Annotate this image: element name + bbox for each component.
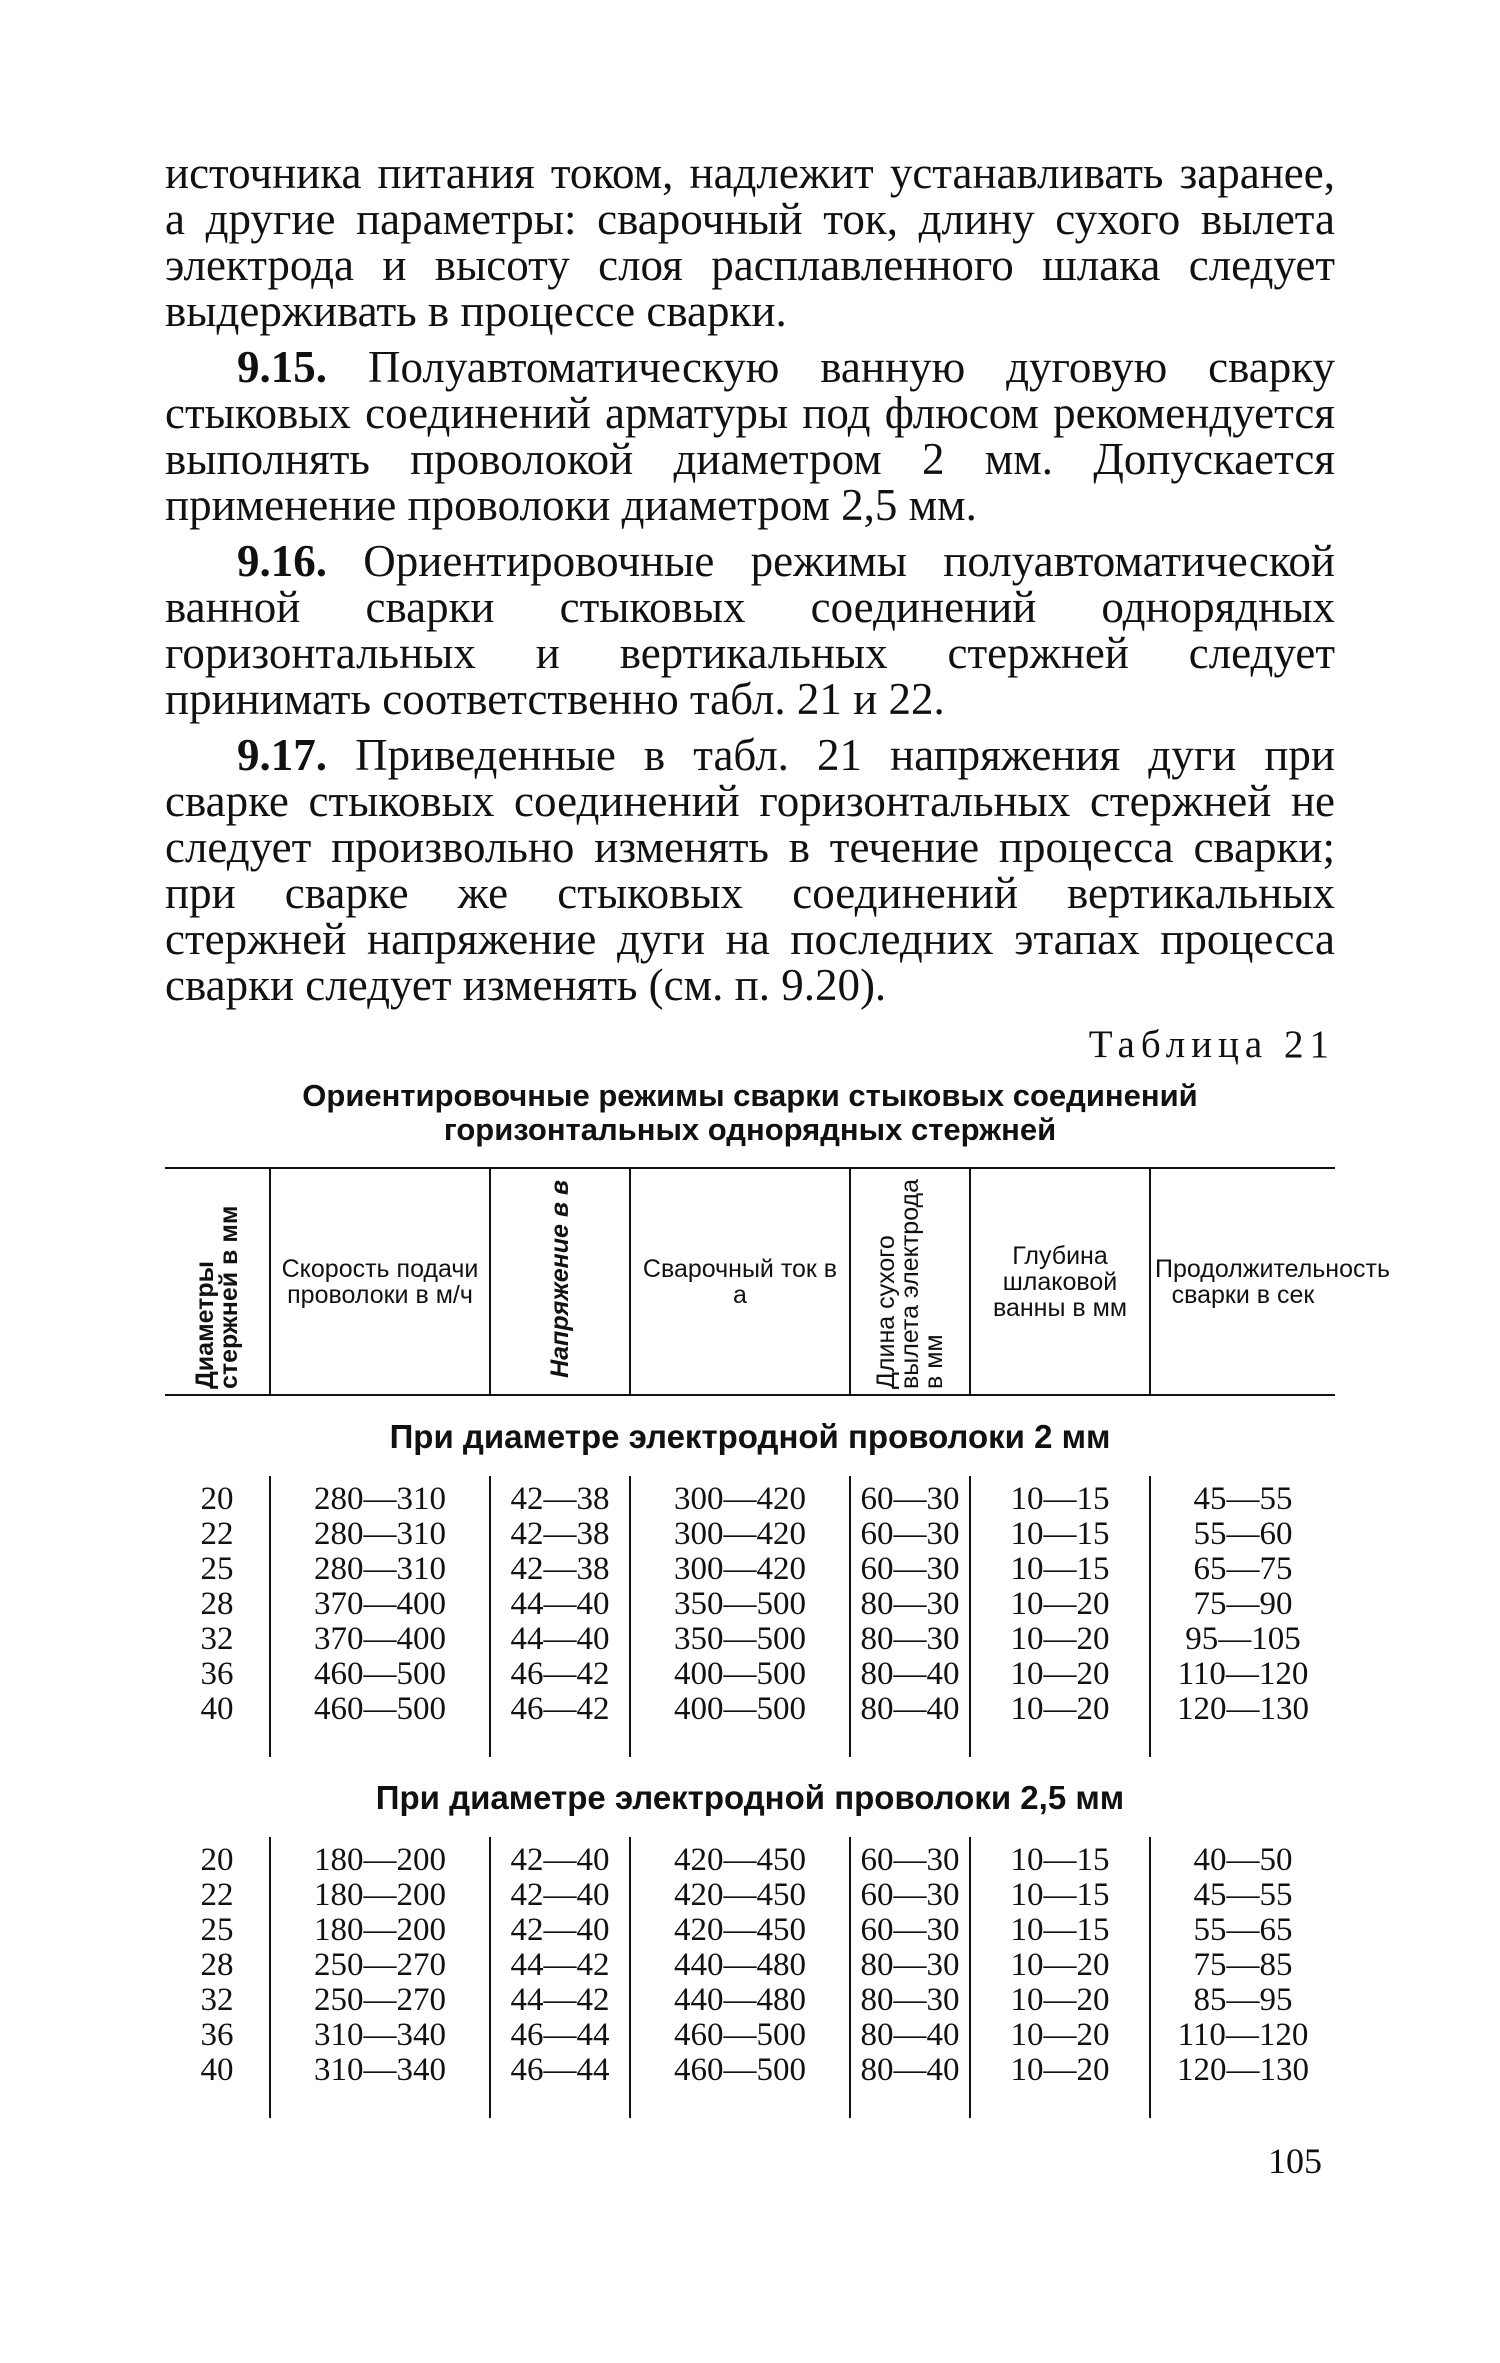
- table-cell: 310—340: [314, 2017, 446, 2053]
- table-cell: 80—40: [860, 1691, 960, 1727]
- header-current: Сварочный ток в а: [630, 1168, 850, 1395]
- table-cell: 300—420: [674, 1481, 806, 1517]
- table-cell: 55—60: [1193, 1516, 1293, 1552]
- table-cell: 180—200: [314, 1877, 446, 1913]
- table-cell: 55—65: [1193, 1912, 1293, 1948]
- table-cell: 45—55: [1193, 1877, 1293, 1913]
- cell-stack: [491, 1482, 629, 1727]
- paragraph-text: Приведенные в табл. 21 напряжения дуги при сварке стыковых соединений горизонтальных стержней не следует произвольно изменять в течение процесса сварки; при сварке же стыковых соединений вертикальных стержней напряжение дуги на последних этапах процесса сварки следует изменять (см. п. 9.20).: [165, 730, 1335, 1010]
- table-cell: 32: [200, 1982, 234, 2018]
- cell-stack: [491, 1843, 629, 2088]
- column-stickout: [850, 1837, 970, 2118]
- cell-stack: [631, 1843, 849, 2088]
- table-cell: 75—90: [1193, 1586, 1293, 1622]
- table-row: [165, 1476, 1335, 1757]
- table-cell: 36: [200, 1656, 234, 1692]
- table-cell: 42—38: [510, 1481, 610, 1517]
- table-cell: 10—15: [1010, 1842, 1110, 1878]
- table-cell: 10—20: [1010, 1947, 1110, 1983]
- table-cell: 75—85: [1193, 1947, 1293, 1983]
- table-cell: 460—500: [314, 1691, 446, 1727]
- column-diameter: [165, 1837, 270, 2118]
- table-cell: 80—30: [860, 1586, 960, 1622]
- column-feed-speed: [270, 1476, 490, 1757]
- paragraph-9-17: [165, 732, 1335, 1008]
- column-feed-speed: [270, 1837, 490, 2118]
- header-duration: Продолжительность сварки в сек: [1150, 1168, 1335, 1395]
- table-title-line: Ориентировочные режимы сварки стыковых соединений: [302, 1078, 1198, 1113]
- table-cell: 300—420: [674, 1516, 806, 1552]
- column-diameter: [165, 1476, 270, 1757]
- column-duration: [1150, 1837, 1335, 2118]
- paragraph-number: 9.15.: [237, 342, 327, 392]
- table-cell: 350—500: [674, 1621, 806, 1657]
- table-cell: 80—40: [860, 1656, 960, 1692]
- table-cell: 85—95: [1193, 1982, 1293, 2018]
- table-cell: 42—40: [510, 1912, 610, 1948]
- table-cell: 280—310: [314, 1481, 446, 1517]
- table-cell: 44—42: [510, 1947, 610, 1983]
- table-cell: 60—30: [860, 1877, 960, 1913]
- cell-stack: [1151, 1482, 1335, 1727]
- header-diameter: Диаметры стержней в мм: [165, 1168, 270, 1395]
- column-current: [630, 1476, 850, 1757]
- column-current: [630, 1837, 850, 2118]
- header-feed-speed: Скорость подачи проволоки в м/ч: [270, 1168, 490, 1395]
- welding-modes-table: [165, 1167, 1390, 2118]
- table-cell: 28: [200, 1947, 234, 1983]
- table-cell: 420—450: [674, 1912, 806, 1948]
- table-cell: 80—40: [860, 2017, 960, 2053]
- table-header-row: [165, 1168, 1335, 1395]
- table-cell: 420—450: [674, 1842, 806, 1878]
- section-title-row: [165, 1757, 1335, 1837]
- table-cell: 60—30: [860, 1516, 960, 1552]
- table-cell: 95—105: [1185, 1621, 1301, 1657]
- table-cell: 10—20: [1010, 2052, 1110, 2088]
- table-cell: 110—120: [1177, 2017, 1309, 2053]
- table-cell: 22: [200, 1877, 234, 1913]
- table-cell: 80—40: [860, 2052, 960, 2088]
- table-cell: 460—500: [314, 1656, 446, 1692]
- table-cell: 10—20: [1010, 1586, 1110, 1622]
- page-number: 105: [1268, 2141, 1322, 2181]
- table-cell: 400—500: [674, 1656, 806, 1692]
- table-cell: 440—480: [674, 1982, 806, 2018]
- table-cell: 10—15: [1010, 1481, 1110, 1517]
- table-cell: 80—30: [860, 1947, 960, 1983]
- cell-stack: [1151, 1843, 1335, 2088]
- page-content: [165, 148, 1390, 2118]
- table-cell: 60—30: [860, 1551, 960, 1587]
- table-number: Таблица 21: [1088, 1023, 1335, 1066]
- column-duration: [1150, 1476, 1335, 1757]
- table-cell: 46—44: [510, 2017, 610, 2053]
- cell-stack: [851, 1843, 969, 2088]
- table-cell: 280—310: [314, 1551, 446, 1587]
- column-slag-depth: [970, 1837, 1150, 2118]
- table-cell: 44—40: [510, 1621, 610, 1657]
- table-cell: 22: [200, 1516, 234, 1552]
- table-cell: 36: [200, 2017, 234, 2053]
- table-cell: 110—120: [1177, 1656, 1309, 1692]
- table-cell: 42—38: [510, 1516, 610, 1552]
- column-stickout: [850, 1476, 970, 1757]
- table-cell: 60—30: [860, 1481, 960, 1517]
- section-title: При диаметре электродной проволоки 2,5 мм: [375, 1778, 1125, 1816]
- table-cell: 44—40: [510, 1586, 610, 1622]
- table-cell: 42—40: [510, 1877, 610, 1913]
- table-cell: 10—15: [1010, 1912, 1110, 1948]
- table-cell: 280—310: [314, 1516, 446, 1552]
- section-title: При диаметре электродной проволоки 2 мм: [389, 1417, 1111, 1455]
- table-cell: 10—20: [1010, 1982, 1110, 2018]
- table-cell: 28: [200, 1586, 234, 1622]
- table-cell: 400—500: [674, 1691, 806, 1727]
- table-cell: 250—270: [314, 1982, 446, 2018]
- paragraph-text: Полуавтоматическую ванную дуговую сварку стыковых соединений арматуры под флюсом рекомендуется выполнять проволокой диаметром 2 мм. Допускается применение проволоки диаметром 2,5 мм.: [165, 342, 1335, 530]
- cell-stack: [271, 1482, 489, 1727]
- table-cell: 10—20: [1010, 1621, 1110, 1657]
- table-cell: 46—42: [510, 1691, 610, 1727]
- table-cell: 65—75: [1193, 1551, 1293, 1587]
- table-cell: 46—44: [510, 2052, 610, 2088]
- cell-stack: [971, 1843, 1149, 2088]
- table-cell: 10—20: [1010, 1656, 1110, 1692]
- table-cell: 44—42: [510, 1982, 610, 2018]
- table-cell: 120—130: [1177, 2052, 1309, 2088]
- table-cell: 80—30: [860, 1621, 960, 1657]
- table-cell: 20: [200, 1842, 234, 1878]
- table-cell: 80—30: [860, 1982, 960, 2018]
- cell-stack: [165, 1482, 269, 1727]
- header-slag-depth: Глубина шлаковой ванны в мм: [970, 1168, 1150, 1395]
- table-cell: 370—400: [314, 1586, 446, 1622]
- table-cell: 300—420: [674, 1551, 806, 1587]
- column-voltage: [490, 1837, 630, 2118]
- header-stickout: Длина сухого вылета электрода в мм: [850, 1168, 970, 1395]
- table-cell: 10—15: [1010, 1516, 1110, 1552]
- table-cell: 180—200: [314, 1842, 446, 1878]
- cell-stack: [851, 1482, 969, 1727]
- paragraph-text: источника питания током, надлежит устанавливать заранее, а другие параметры: сварочный ток, длину сухого вылета электрода и высоту слоя расплавленного шлака следует выдерживать в процессе сварки.: [165, 148, 1335, 336]
- paragraph-9-15: [165, 344, 1335, 528]
- table-cell: 60—30: [860, 1912, 960, 1948]
- table-cell: 45—55: [1193, 1481, 1293, 1517]
- table-cell: 20: [200, 1481, 234, 1517]
- table-cell: 46—42: [510, 1656, 610, 1692]
- paragraph-number: 9.17.: [237, 730, 327, 780]
- table-cell: 40: [200, 1691, 234, 1727]
- header-voltage: Напряжение в в: [490, 1168, 630, 1395]
- paragraph-text: Ориентировочные режимы полуавтоматической ванной сварки стыковых соединений однорядных горизонтальных и вертикальных стержней следует принимать соответственно табл. 21 и 22.: [165, 536, 1336, 724]
- table-title: [165, 1079, 1335, 1147]
- column-slag-depth: [970, 1476, 1150, 1757]
- table-cell: 120—130: [1177, 1691, 1309, 1727]
- table-cell: 40: [200, 2052, 234, 2088]
- paragraph-continued: [165, 150, 1335, 334]
- table-cell: 60—30: [860, 1842, 960, 1878]
- table-cell: 310—340: [314, 2052, 446, 2088]
- table-cell: 420—450: [674, 1877, 806, 1913]
- table-cell: 250—270: [314, 1947, 446, 1983]
- paragraph-9-16: [165, 538, 1335, 722]
- table-cell: 440—480: [674, 1947, 806, 1983]
- table-cell: 10—20: [1010, 1691, 1110, 1727]
- table-cell: 40—50: [1193, 1842, 1293, 1878]
- column-voltage: [490, 1476, 630, 1757]
- table-cell: 370—400: [314, 1621, 446, 1657]
- table-cell: 42—40: [510, 1842, 610, 1878]
- table-cell: 350—500: [674, 1586, 806, 1622]
- table-cell: 10—20: [1010, 2017, 1110, 2053]
- table-cell: 10—15: [1010, 1877, 1110, 1913]
- cell-stack: [631, 1482, 849, 1727]
- table-cell: 25: [200, 1912, 234, 1948]
- cell-stack: [165, 1843, 269, 2088]
- table-row: [165, 1837, 1335, 2118]
- table-cell: 42—38: [510, 1551, 610, 1587]
- table-cell: 180—200: [314, 1912, 446, 1948]
- table-cell: 25: [200, 1551, 234, 1587]
- cell-stack: [971, 1482, 1149, 1727]
- table-cell: 460—500: [674, 2052, 806, 2088]
- section-title-row: [165, 1395, 1335, 1476]
- paragraph-number: 9.16.: [237, 536, 327, 586]
- table-cell: 10—15: [1010, 1551, 1110, 1587]
- table-cell: 32: [200, 1621, 234, 1657]
- table-title-line: горизонтальных однорядных стержней: [443, 1112, 1057, 1147]
- table-cell: 460—500: [674, 2017, 806, 2053]
- cell-stack: [271, 1843, 489, 2088]
